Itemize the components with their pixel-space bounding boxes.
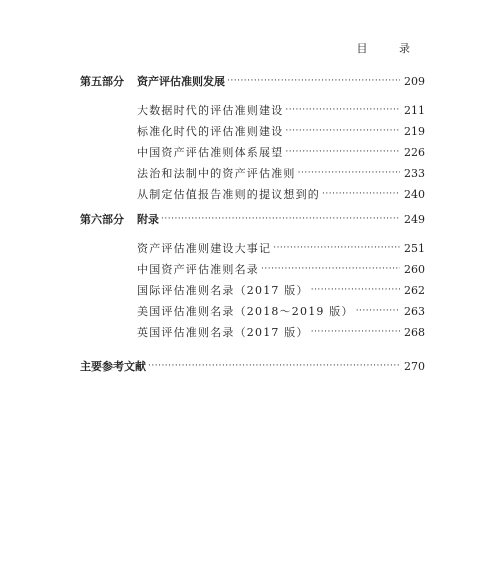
dot-leader (356, 303, 400, 319)
page-number: 260 (404, 263, 425, 276)
page-number: 226 (404, 146, 425, 159)
page-number: 211 (404, 104, 425, 117)
dot-leader (261, 261, 400, 277)
toc-entry[interactable] (137, 262, 425, 278)
toc-entry[interactable] (137, 304, 425, 320)
page-number: 233 (404, 167, 425, 180)
page-number: 263 (404, 305, 425, 318)
dot-leader (322, 186, 400, 202)
page-number: 219 (404, 125, 425, 138)
page-number: 270 (404, 360, 425, 373)
entry-title: 英国评估准则名录（2017 版） (137, 326, 309, 339)
page-number: 262 (404, 284, 425, 297)
toc-entry[interactable] (137, 283, 425, 299)
dot-leader (148, 358, 400, 374)
entry-title: 国际评估准则名录（2017 版） (137, 284, 309, 297)
entry-title: 法治和法制中的资产评估准则 (137, 167, 296, 180)
entry-title: 标准化时代的评估准则建设 (137, 125, 284, 138)
part-title: 资产评估准则发展 (137, 75, 225, 88)
toc-entry[interactable] (137, 124, 425, 140)
page-number: 209 (404, 75, 425, 88)
dot-leader (227, 73, 400, 89)
toc-part-6[interactable] (80, 212, 425, 228)
references-title: 主要参考文献 (80, 360, 146, 373)
entry-title: 大数据时代的评估准则建设 (137, 104, 284, 117)
dot-leader (311, 282, 400, 298)
dot-leader (273, 240, 400, 256)
toc-entry[interactable] (137, 145, 425, 161)
dot-leader (285, 123, 400, 139)
page-number: 249 (404, 213, 425, 226)
part-label: 第六部分 (80, 213, 124, 226)
dot-leader (161, 211, 400, 227)
dot-leader (285, 102, 400, 118)
entry-title: 中国资产评估准则体系展望 (137, 146, 284, 159)
page-number: 268 (404, 326, 425, 339)
page-header: 目 录 (356, 42, 424, 55)
entry-title: 资产评估准则建设大事记 (137, 242, 272, 255)
entry-title: 从制定估值报告准则的提议想到的 (137, 188, 320, 201)
toc-entry[interactable] (137, 166, 425, 182)
dot-leader (298, 165, 400, 181)
entry-title: 美国评估准则名录（2018～2019 版） (137, 305, 354, 318)
page-number: 240 (404, 188, 425, 201)
dot-leader (311, 324, 400, 340)
toc-entry[interactable] (137, 103, 425, 119)
toc-entry[interactable] (137, 241, 425, 257)
toc-entry[interactable] (137, 325, 425, 341)
toc-entry[interactable] (137, 187, 425, 203)
part-title: 附录 (137, 213, 159, 226)
dot-leader (285, 144, 400, 160)
toc-references[interactable] (80, 359, 425, 375)
part-label: 第五部分 (80, 75, 124, 88)
toc-part-5[interactable] (80, 74, 425, 90)
entry-title: 中国资产评估准则名录 (137, 263, 259, 276)
page-number: 251 (404, 242, 425, 255)
